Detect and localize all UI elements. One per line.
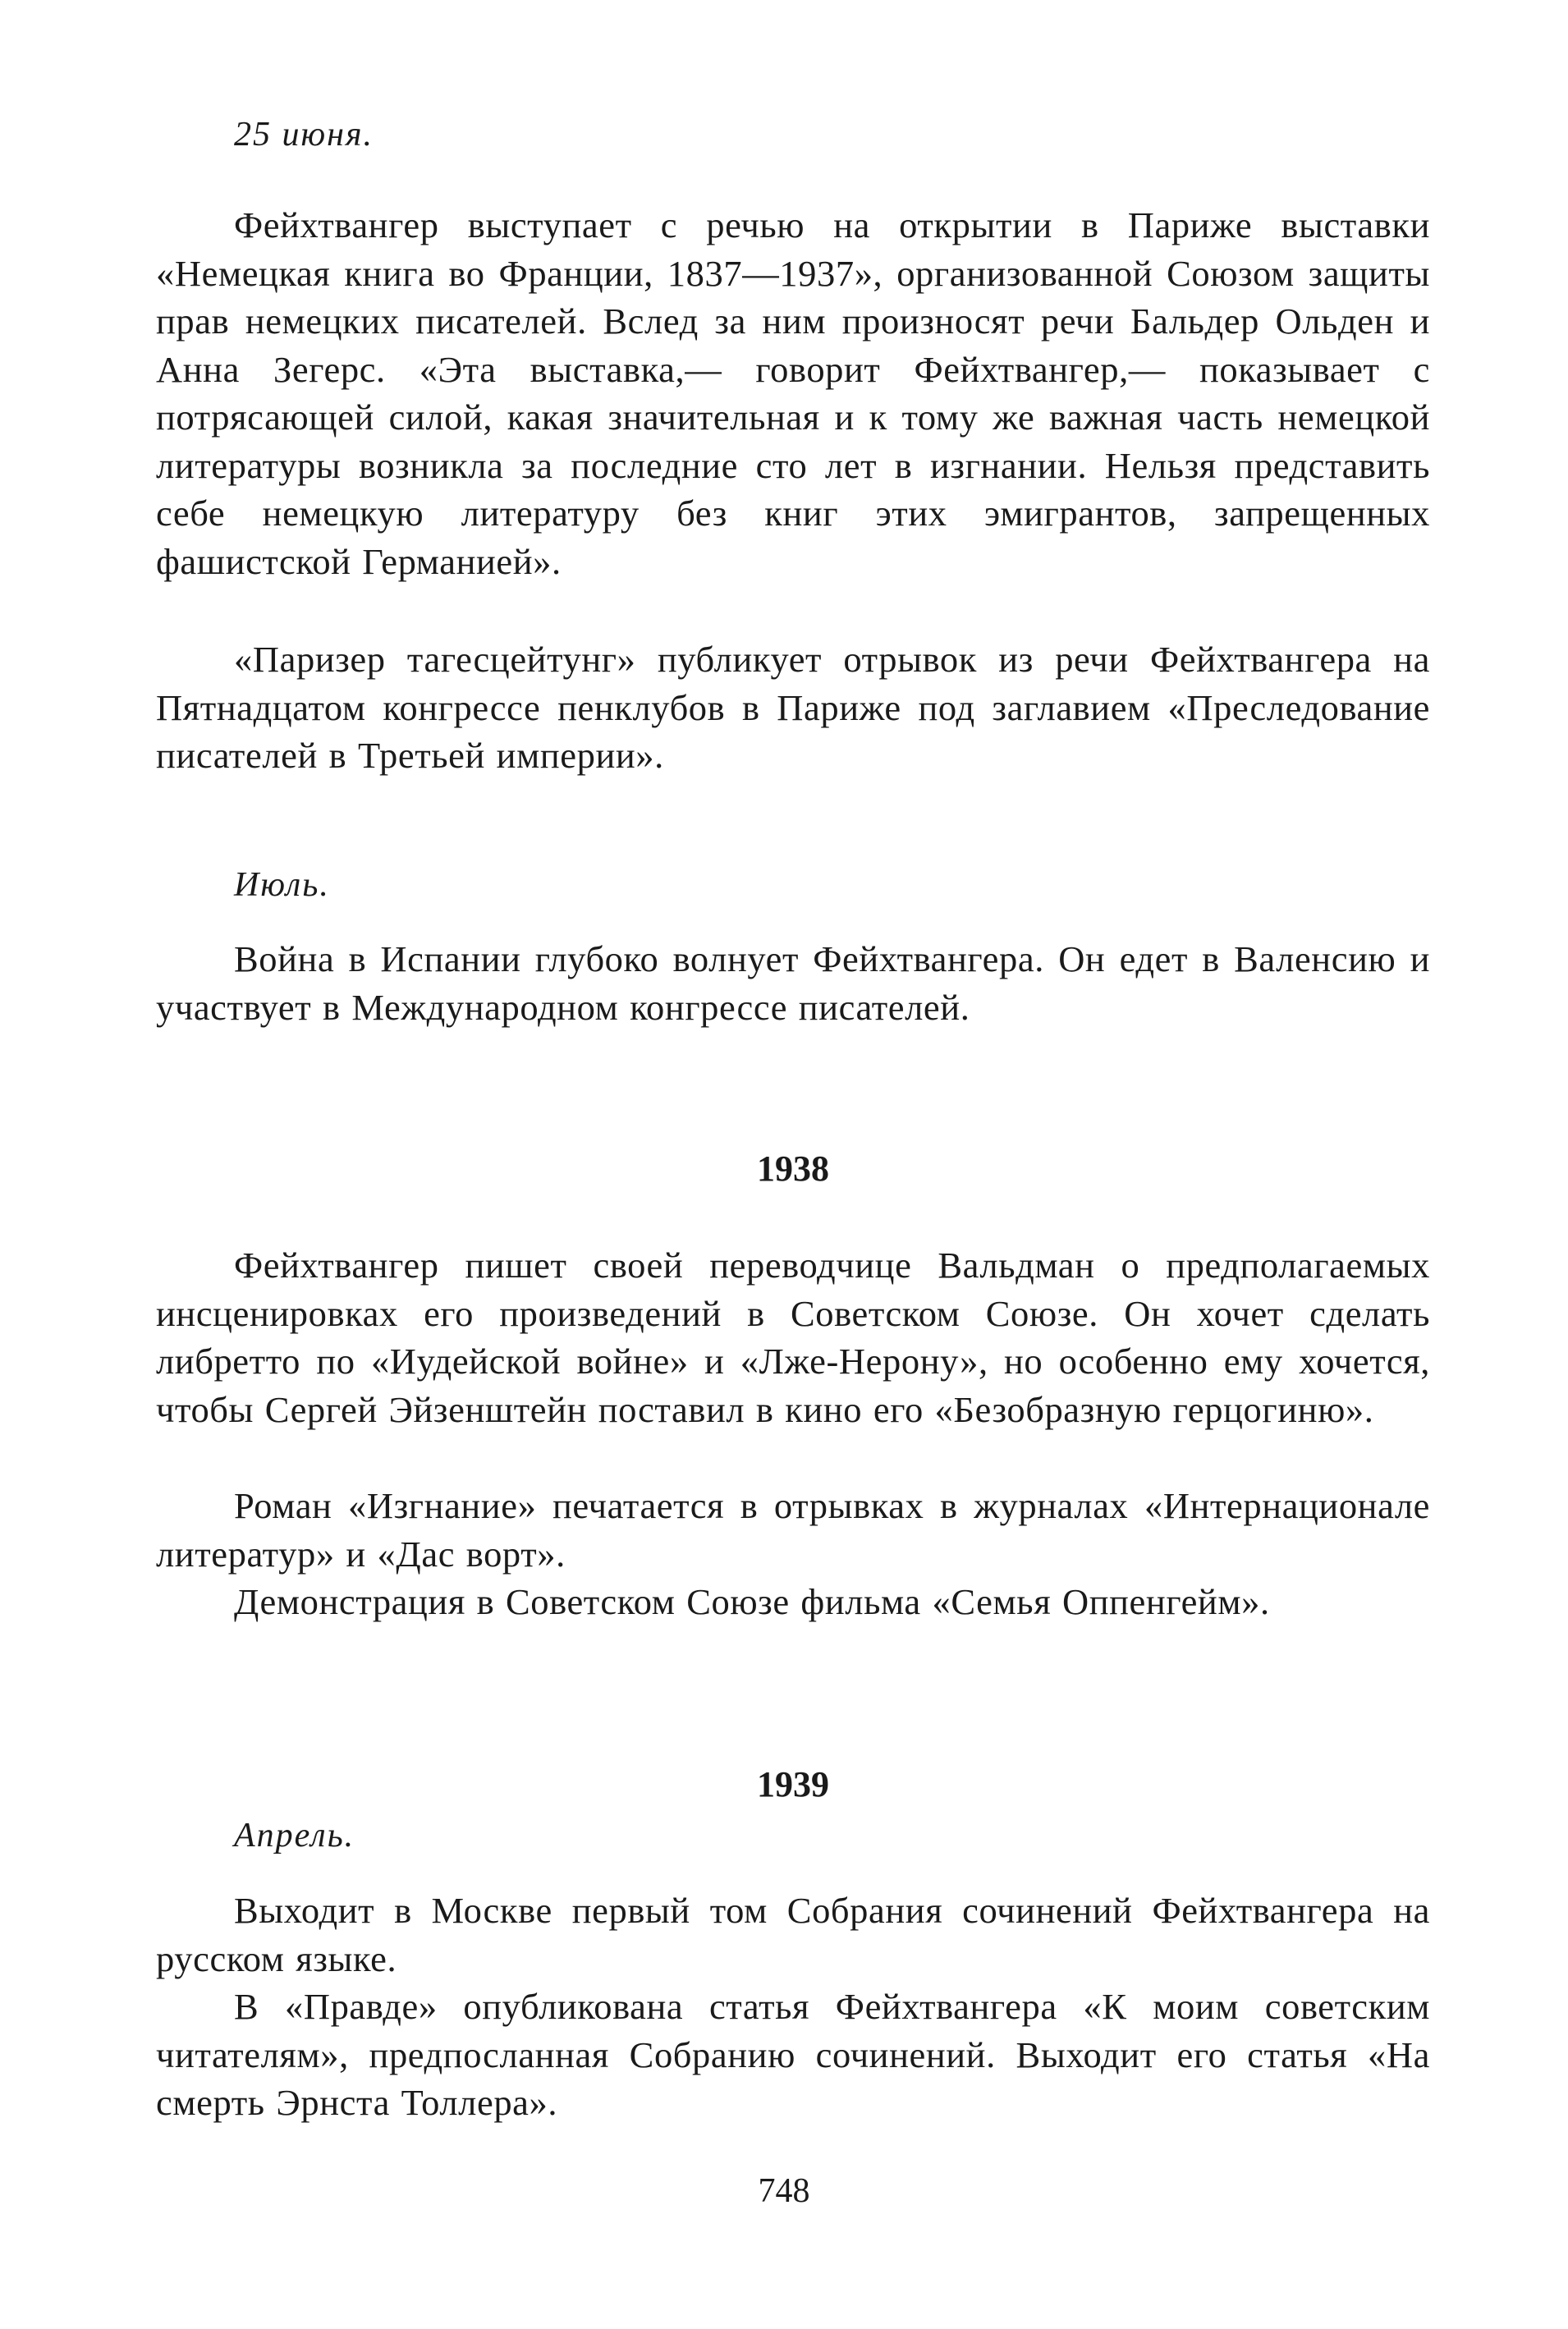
date-heading-april: Апрель. — [234, 1817, 355, 1854]
paragraph-waldman-letter: Фейхтвангер пишет своей переводчице Вальдман о предполагаемых инсценировках его произведений в Советском Союзе. Он хочет сделать либретто по «Иудейской войне» и «Лже-Нерону», но особенно ему хочется, чтобы Сергей Эйзенштейн поставил в кино его «Безобразную герцогиню». — [156, 1245, 1430, 1430]
paragraph-exhibition-speech: Фейхтвангер выступает с речью на открытии в Париже выставки «Немецкая книга во Франции, 1837—1937», организованной Союзом защиты прав немецких писателей. Вслед за ним произносят речи Бальдер Ольден и Анна Зегерс. «Эта выставка,— говорит Фейхтвангер,— показывает с потрясающей силой, какая значительная и к тому же важная часть немецкой литературы возникла за последние сто лет в изгнании. Нельзя представить себе немецкую литературу без книг этих эмигрантов, запрещенных фашистской Германией». — [156, 204, 1430, 582]
page-number: 748 — [758, 2172, 810, 2210]
paragraph-pravda-article: В «Правде» опубликована статья Фейхтвангера «К моим советским читателям», предпосланная Собранию сочинений. Выходит его статья «На смерть Эрнста Толлера». — [156, 1986, 1430, 2123]
paragraph-spain-war: Война в Испании глубоко волнует Фейхтвангера. Он едет в Валенсию и участвует в Международном конгрессе писателей. — [156, 938, 1430, 1028]
paragraph-pariser-tageszeitung: «Паризер тагесцейтунг» публикует отрывок из речи Фейхтвангера на Пятнадцатом конгрессе пенклубов в Париже под заглавием «Преследование писателей в Третьей империи». — [156, 639, 1430, 776]
year-heading-1938: 1938 — [757, 1148, 829, 1189]
year-heading-1939: 1939 — [757, 1764, 829, 1804]
date-heading-june-25: 25 июня. — [234, 116, 374, 154]
paragraph-oppenheim-film: Демонстрация в Советском Союзе фильма «Семья Оппенгейм». — [234, 1581, 1270, 1622]
paragraph-collected-works: Выходит в Москве первый том Собрания сочинений Фейхтвангера на русском языке. — [156, 1890, 1430, 1979]
paragraph-exile-novel: Роман «Изгнание» печатается в отрывках в журналах «Интернационале литератур» и «Дас ворт». — [156, 1485, 1430, 1575]
date-heading-july: Июль. — [234, 866, 330, 904]
